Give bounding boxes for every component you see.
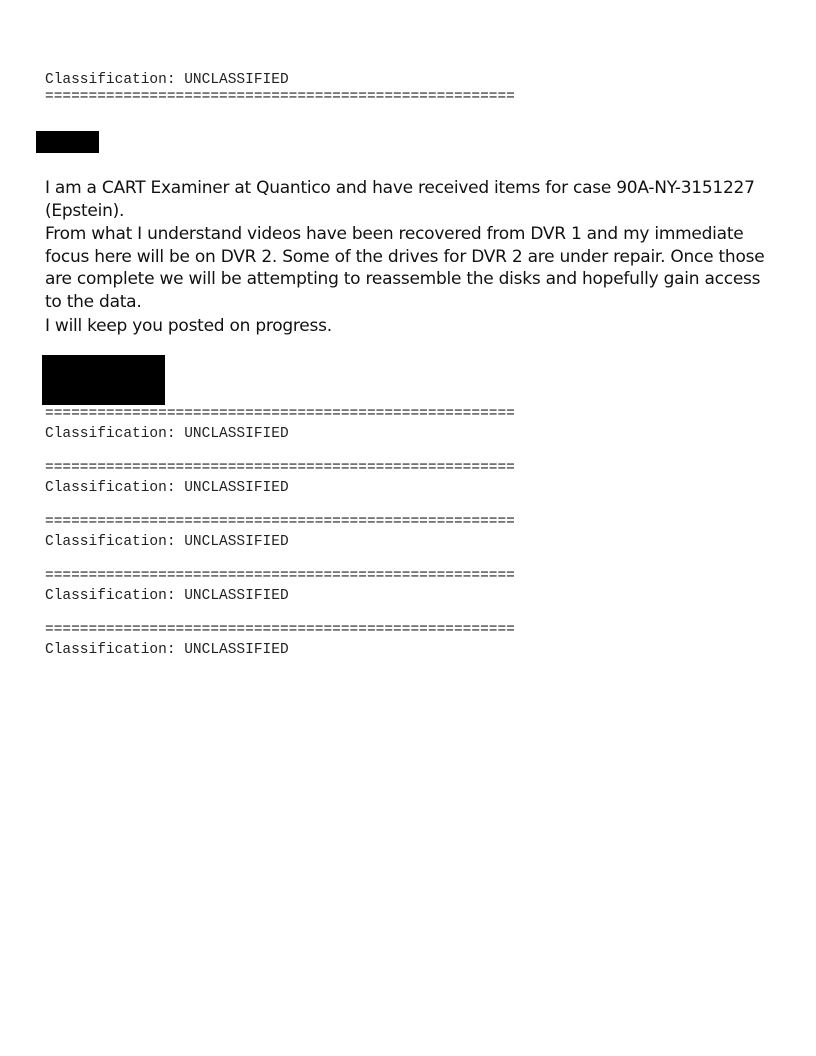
redaction-block-salutation: [36, 131, 99, 153]
footer-separator-4: ======================================================: [45, 568, 515, 584]
footer-classification-1: Classification: UNCLASSIFIED: [45, 426, 289, 442]
redaction-block-signature: [42, 355, 165, 405]
footer-separator-2: ======================================================: [45, 460, 515, 476]
footer-classification-4: Classification: UNCLASSIFIED: [45, 588, 289, 604]
message-paragraph-2: From what I understand videos have been recovered from DVR 1 and my immediate focus here will be on DVR 2. Some of the drives for DVR 2 are under repair. Once those are complete we will be attempting to reassemble the disks and hopefully gain access to the data.: [45, 224, 765, 312]
header-separator: ======================================================: [45, 89, 515, 105]
footer-classification-2: Classification: UNCLASSIFIED: [45, 480, 289, 496]
header-classification: Classification: UNCLASSIFIED: [45, 72, 289, 88]
footer-separator-1: ======================================================: [45, 406, 515, 422]
message-paragraph-3: I will keep you posted on progress.: [45, 316, 332, 336]
footer-separator-5: ======================================================: [45, 622, 515, 638]
footer-classification-3: Classification: UNCLASSIFIED: [45, 534, 289, 550]
footer-separator-3: ======================================================: [45, 514, 515, 530]
footer-classification-5: Classification: UNCLASSIFIED: [45, 642, 289, 658]
message-paragraph-1: I am a CART Examiner at Quantico and have received items for case 90A-NY-3151227 (Epstein).: [45, 178, 755, 221]
